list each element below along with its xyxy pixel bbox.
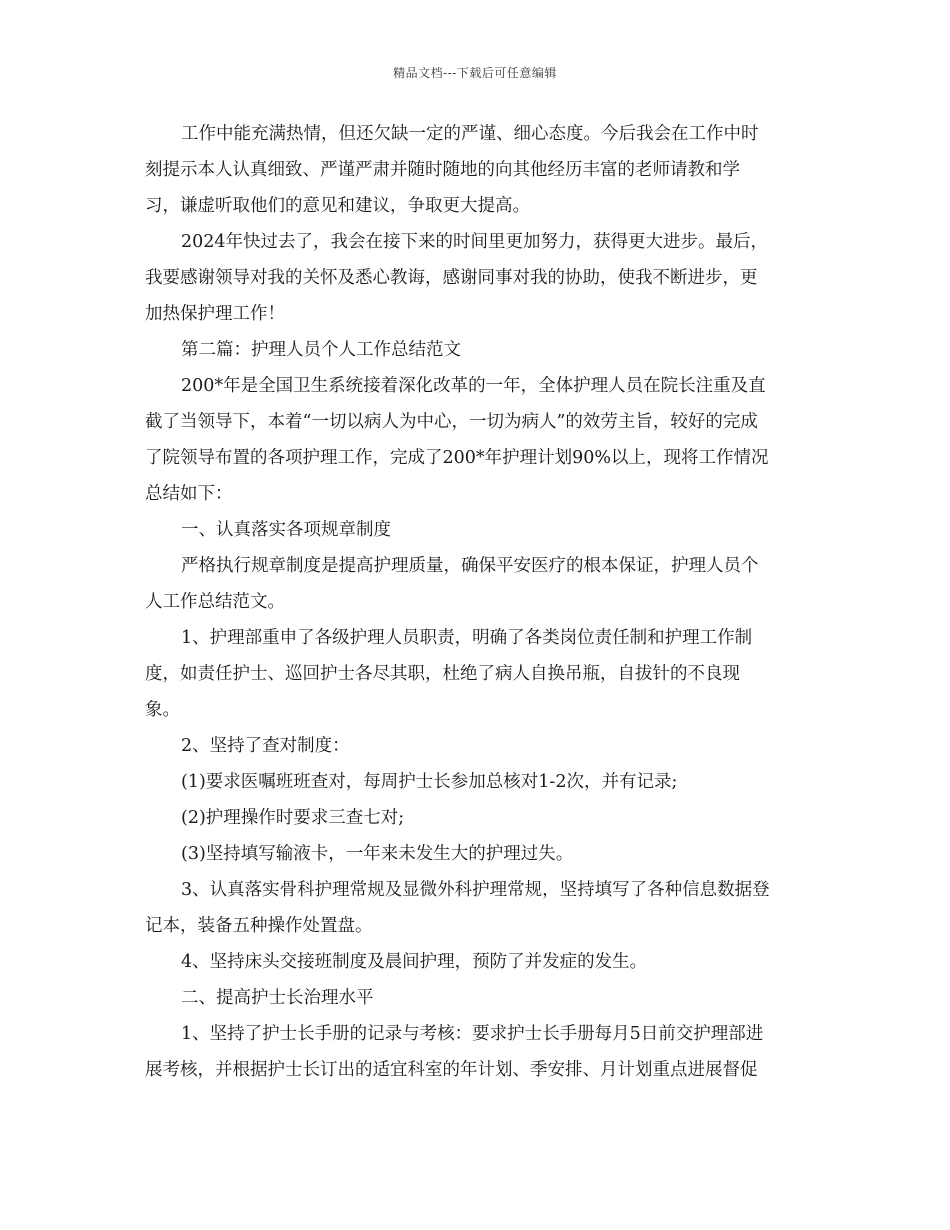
text-line: (2)护理操作时要求三查七对; — [181, 808, 405, 828]
text-line: 我要感谢领导对我的关怀及悉心教诲，感谢同事对我的协助，使我不断进步，更 — [145, 268, 758, 288]
text-line: (1)要求医嘱班班查对，每周护士长参加总核对1-2次，并有记录; — [181, 772, 678, 792]
text-line: 1、坚持了护士长手册的记录与考核：要求护士长手册每月5日前交护理部进 — [181, 1024, 764, 1044]
text-line: 习，谦虚听取他们的意见和建议，争取更大提高。 — [145, 196, 530, 216]
page-header: 精品文档---下载后可任意编辑 — [393, 66, 557, 80]
document-body — [145, 116, 810, 1088]
text-line: 记本，装备五种操作处置盘。 — [145, 916, 373, 936]
text-line: (3)坚持填写输液卡，一年来未发生大的护理过失。 — [181, 844, 574, 864]
text-line: 1、护理部重申了各级护理人员职责，明确了各类岗位责任制和护理工作制 — [181, 628, 753, 648]
text-line: 2、坚持了查对制度： — [181, 736, 350, 756]
text-line: 象。 — [145, 700, 180, 720]
text-line: 刻提示本人认真细致、严谨严肃并随时随地的向其他经历丰富的老师请教和学 — [145, 160, 740, 180]
text-line: 一、认真落实各项规章制度 — [181, 520, 391, 540]
text-line: 人工作总结范文。 — [145, 592, 285, 612]
text-line: 展考核，并根据护士长订出的适宜科室的年计划、季安排、月计划重点进展督促 — [145, 1060, 758, 1080]
text-line: 2024年快过去了，我会在接下来的时间里更加努力，获得更大进步。最后， — [181, 232, 769, 252]
text-line: 200*年是全国卫生系统接着深化改革的一年，全体护理人员在院长注重及直 — [181, 376, 766, 396]
text-line: 4、坚持床头交接班制度及晨间护理，预防了并发症的发生。 — [181, 952, 648, 972]
text-line: 严格执行规章制度是提高护理质量，确保平安医疗的根本保证，护理人员个 — [181, 556, 759, 576]
text-line: 截了当领导下，本着“一切以病人为中心，一切为病人”的效劳主旨，较好的完成 — [145, 412, 758, 432]
text-line: 第二篇：护理人员个人工作总结范文 — [181, 340, 461, 360]
text-line: 度，如责任护士、巡回护士各尽其职，杜绝了病人自换吊瓶，自拔针的不良现 — [145, 664, 740, 684]
text-line: 总结如下： — [145, 484, 233, 504]
text-line: 工作中能充满热情，但还欠缺一定的严谨、细心态度。今后我会在工作中时 — [181, 124, 759, 144]
text-line: 3、认真落实骨科护理常规及显微外科护理常规，坚持填写了各种信息数据登 — [181, 880, 770, 900]
text-line: 二、提高护士长治理水平 — [181, 988, 374, 1008]
text-line: 了院领导布置的各项护理工作，完成了200*年护理计划90%以上，现将工作情况 — [145, 448, 769, 468]
text-line: 加热保护理工作！ — [145, 304, 285, 324]
